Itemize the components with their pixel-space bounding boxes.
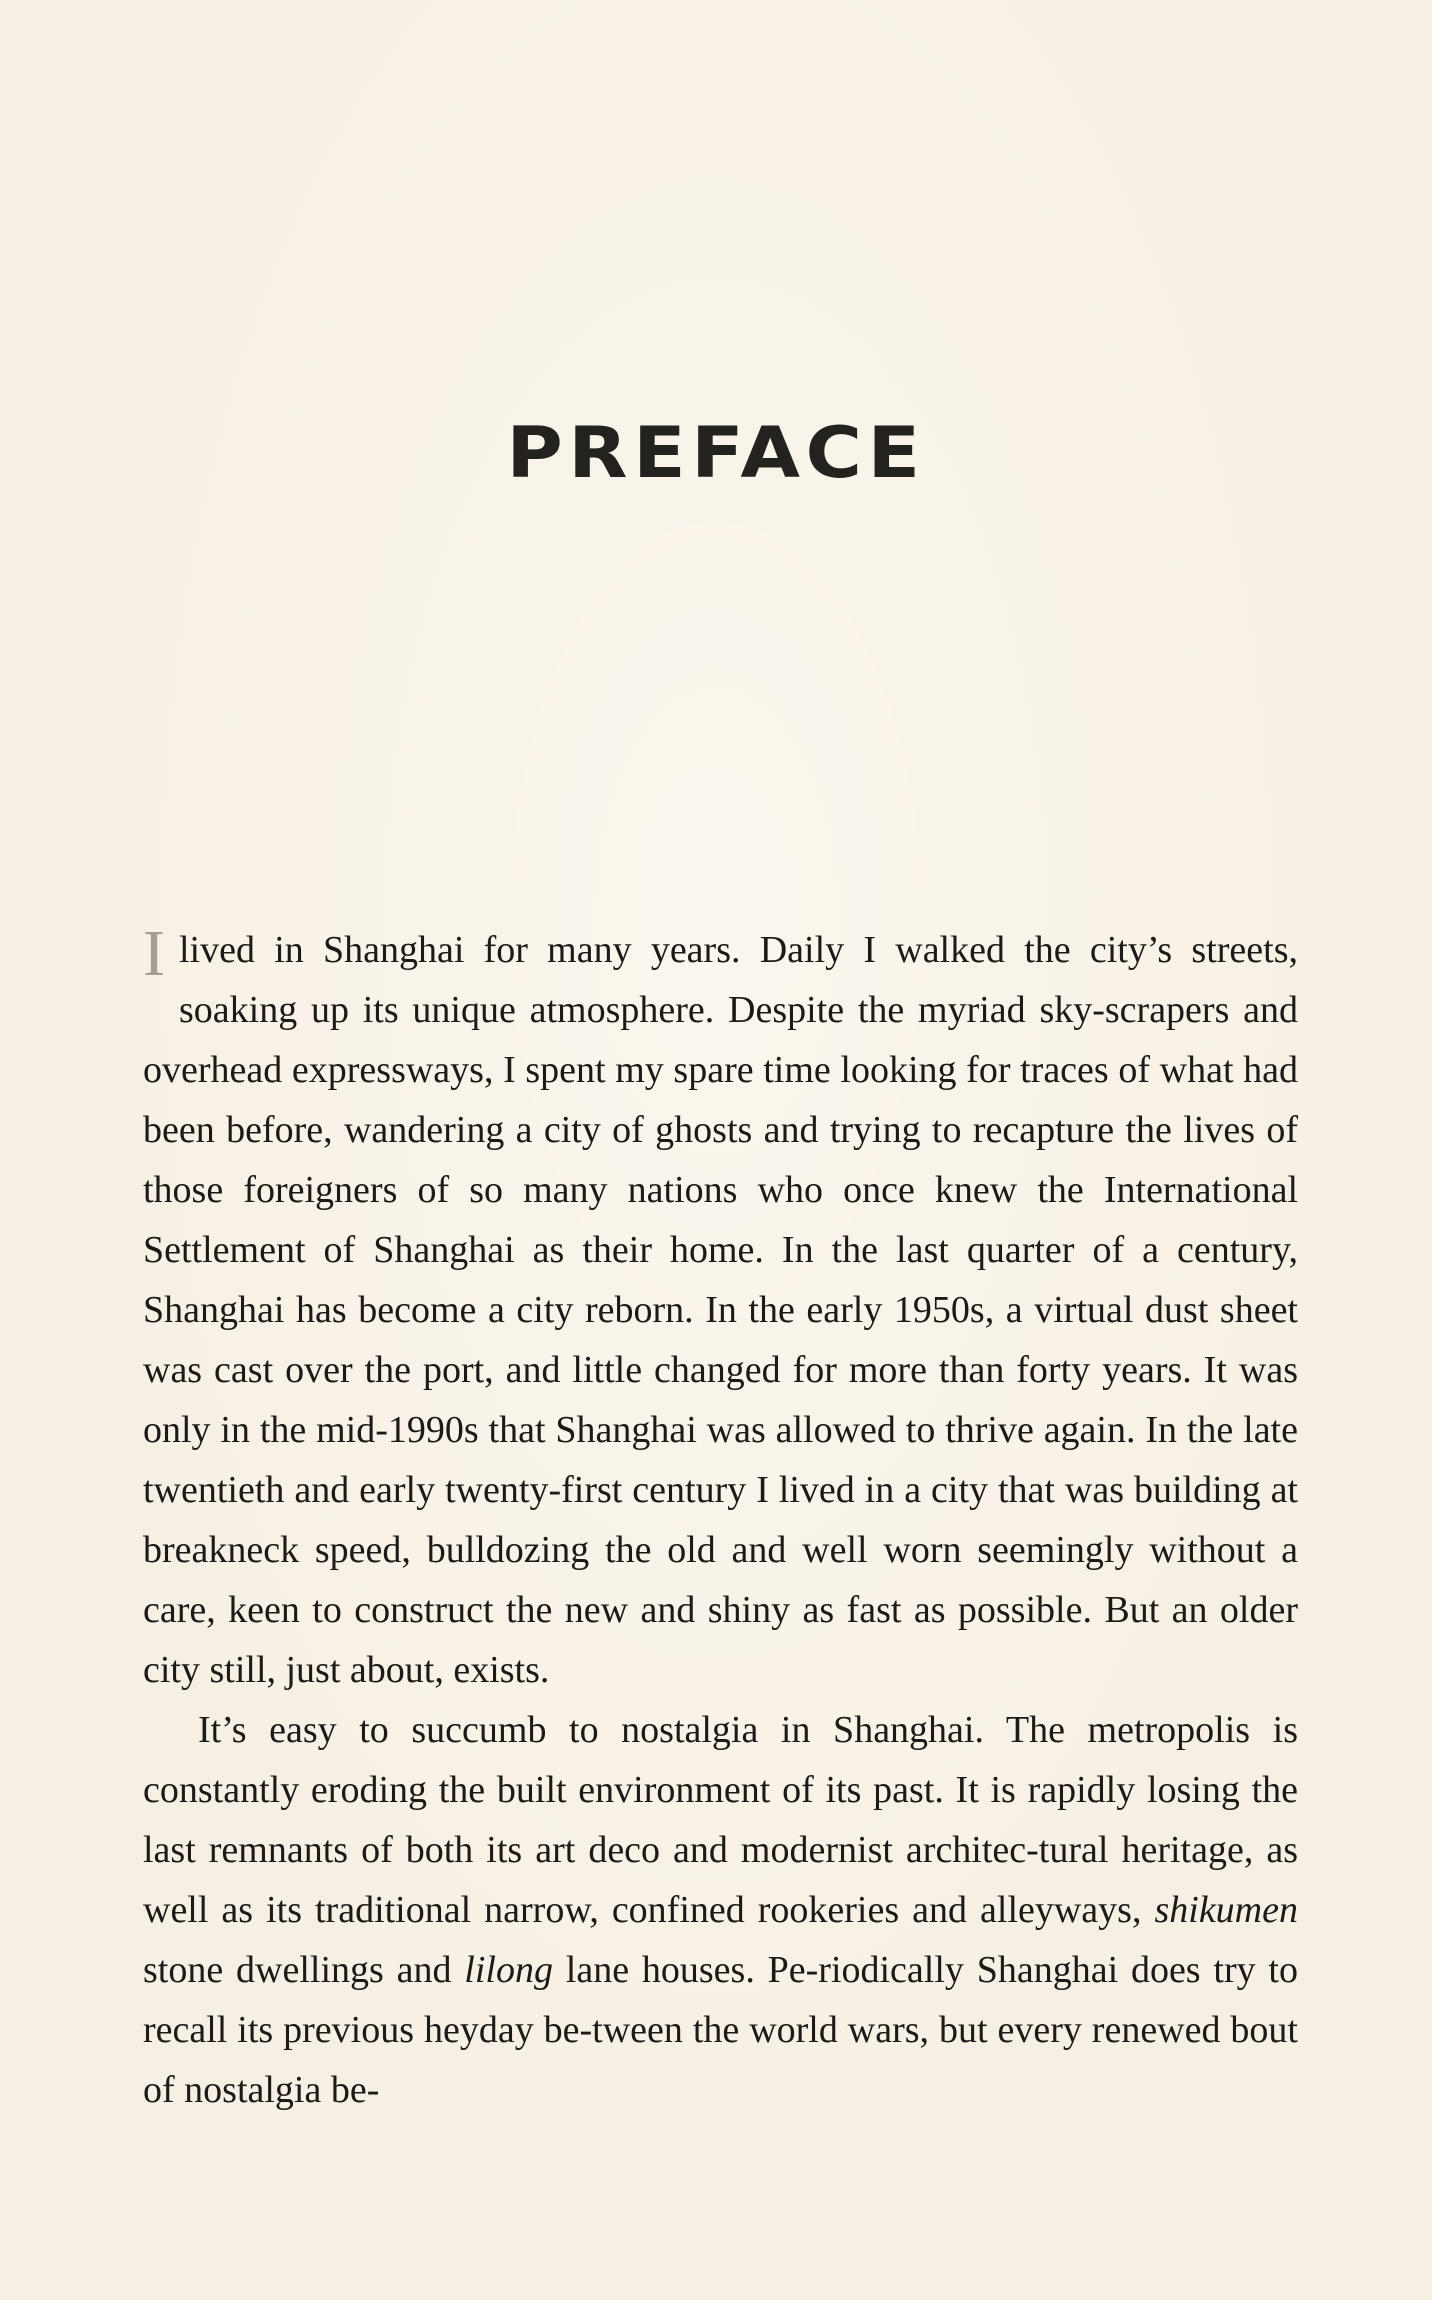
paragraph-2-text-c: lane houses. Pe-riodically Shanghai does try to recall its previous heyday be-tween the world wars, but every renewed bout of nostalgia be- bbox=[143, 1949, 1298, 2111]
italic-term-shikumen: shikumen bbox=[1154, 1889, 1298, 1931]
paragraph-2-text-b: stone dwellings and bbox=[143, 1949, 465, 1991]
paragraph-2 bbox=[143, 1700, 1298, 2120]
italic-term-lilong: lilong bbox=[464, 1949, 553, 1991]
paragraph-1-text: lived in Shanghai for many years. Daily I walked the city’s streets, soaking up its unique atmosphere. Despite the myriad sky-scrapers and overhead expressways, I spent my spare time looking for traces of what had been before, wandering a city of ghosts and trying to recapture the lives of those foreigners of so many nations who once knew the International Settlement of Shanghai as their home. In the last quarter of a century, Shanghai has become a city reborn. In the early 1950s, a virtual dust sheet was cast over the port, and little changed for more than forty years. It was only in the mid-1990s that Shanghai was allowed to thrive again. In the late twentieth and early twenty-first century I lived in a city that was building at breakneck speed, bulldozing the old and well worn seemingly without a care, keen to construct the new and shiny as fast as possible. But an older city still, just about, exists. bbox=[143, 929, 1298, 1691]
paragraph-1 bbox=[143, 917, 1298, 1700]
drop-cap: I bbox=[143, 917, 165, 990]
body-text bbox=[143, 917, 1298, 2120]
chapter-title: PREFACE bbox=[506, 412, 926, 494]
paragraph-2-text-a: It’s easy to succumb to nostalgia in Shanghai. The metropolis is constantly eroding the built environment of its past. It is rapidly losing the last remnants of both its art deco and modernist architec-tural heritage, as well as its traditional narrow, confined rookeries and alleyways, bbox=[143, 1709, 1298, 1931]
